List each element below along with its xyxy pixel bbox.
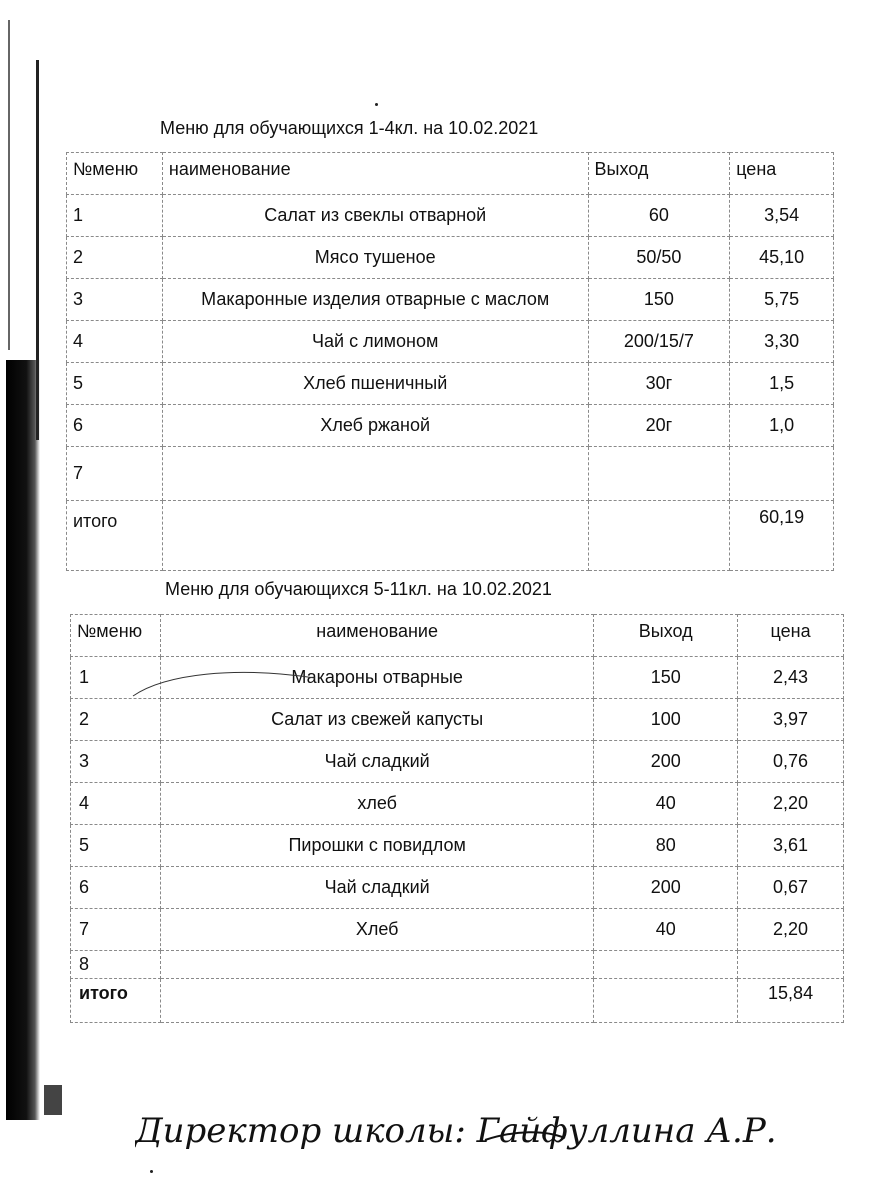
speck: [150, 1170, 153, 1173]
table-row: [67, 279, 834, 321]
row-name: Чай с лимоном: [162, 321, 588, 363]
menu1-header-row: [67, 153, 834, 195]
table-row: [71, 867, 844, 909]
row-price: 0,67: [738, 867, 844, 909]
header-price: цена: [730, 153, 834, 195]
row-name: Хлеб ржаной: [162, 405, 588, 447]
table-row: [71, 909, 844, 951]
row-out: 50/50: [588, 237, 730, 279]
row-name: [160, 951, 593, 979]
table-row: [71, 951, 844, 979]
row-price: [730, 447, 834, 501]
total-label: итого: [67, 501, 163, 571]
director-signature: [135, 1100, 865, 1160]
header-num: №меню: [67, 153, 163, 195]
header-out: Выход: [594, 615, 738, 657]
row-name: Хлеб: [160, 909, 593, 951]
row-num: 3: [71, 741, 161, 783]
row-num: 8: [71, 951, 161, 979]
total-row: [71, 979, 844, 1023]
row-name: хлеб: [160, 783, 593, 825]
row-name: Хлеб пшеничный: [162, 363, 588, 405]
row-out: 80: [594, 825, 738, 867]
row-name: Чай сладкий: [160, 741, 593, 783]
row-price: 2,20: [738, 909, 844, 951]
row-price: 45,10: [730, 237, 834, 279]
row-price: 3,30: [730, 321, 834, 363]
row-num: 4: [71, 783, 161, 825]
row-price: 3,54: [730, 195, 834, 237]
row-out: 200: [594, 867, 738, 909]
row-name: Макаронные изделия отварные с маслом: [162, 279, 588, 321]
row-num: 6: [67, 405, 163, 447]
row-out: [594, 951, 738, 979]
row-name: [162, 447, 588, 501]
table-row: [71, 825, 844, 867]
row-num: 5: [67, 363, 163, 405]
row-out: 30г: [588, 363, 730, 405]
row-num: 7: [67, 447, 163, 501]
row-name: Пирошки с повидлом: [160, 825, 593, 867]
row-num: 7: [71, 909, 161, 951]
row-out: [588, 447, 730, 501]
total-value: 15,84: [738, 979, 844, 1023]
header-num: №меню: [71, 615, 161, 657]
row-num: 1: [71, 657, 161, 699]
row-price: 3,97: [738, 699, 844, 741]
row-num: 5: [71, 825, 161, 867]
row-name: Чай сладкий: [160, 867, 593, 909]
row-out: 200/15/7: [588, 321, 730, 363]
scan-edge-artifact: [0, 0, 60, 1200]
row-num: 4: [67, 321, 163, 363]
row-name: Салат из свеклы отварной: [162, 195, 588, 237]
table-row: [67, 195, 834, 237]
header-out: Выход: [588, 153, 730, 195]
table-row: [67, 447, 834, 501]
total-value: 60,19: [730, 501, 834, 571]
row-num: 2: [71, 699, 161, 741]
row-out: 200: [594, 741, 738, 783]
menu1-table: [66, 152, 834, 571]
table-row: [67, 405, 834, 447]
header-name: наименование: [162, 153, 588, 195]
row-price: 2,20: [738, 783, 844, 825]
table-row: [67, 237, 834, 279]
row-out: 150: [594, 657, 738, 699]
speck: [375, 103, 378, 106]
menu2-title: Меню для обучающихся 5-11кл. на 10.02.2021: [165, 579, 552, 599]
signature-text: Директор школы: Гайфуллина А.Р.: [135, 1111, 777, 1151]
header-price: цена: [738, 615, 844, 657]
table-row: [71, 783, 844, 825]
row-price: [738, 951, 844, 979]
row-out: 40: [594, 909, 738, 951]
row-name: Салат из свежей капусты: [160, 699, 593, 741]
table-row: [71, 741, 844, 783]
row-price: 0,76: [738, 741, 844, 783]
total-label: итого: [71, 979, 161, 1023]
row-price: 3,61: [738, 825, 844, 867]
row-num: 6: [71, 867, 161, 909]
menu2-header-row: [71, 615, 844, 657]
row-name: Макароны отварные: [160, 657, 593, 699]
row-out: 60: [588, 195, 730, 237]
total-row: [67, 501, 834, 571]
menu1-title: Меню для обучающихся 1-4кл. на 10.02.2021: [160, 118, 539, 138]
row-price: 2,43: [738, 657, 844, 699]
table-row: [67, 321, 834, 363]
row-price: 5,75: [730, 279, 834, 321]
table-row: [71, 699, 844, 741]
row-name: Мясо тушеное: [162, 237, 588, 279]
header-name: наименование: [160, 615, 593, 657]
row-out: 40: [594, 783, 738, 825]
row-num: 1: [67, 195, 163, 237]
pen-stroke: [125, 660, 325, 700]
row-out: 150: [588, 279, 730, 321]
table-row: [67, 363, 834, 405]
row-out: 100: [594, 699, 738, 741]
row-num: 2: [67, 237, 163, 279]
row-price: 1,5: [730, 363, 834, 405]
row-price: 1,0: [730, 405, 834, 447]
row-out: 20г: [588, 405, 730, 447]
row-num: 3: [67, 279, 163, 321]
